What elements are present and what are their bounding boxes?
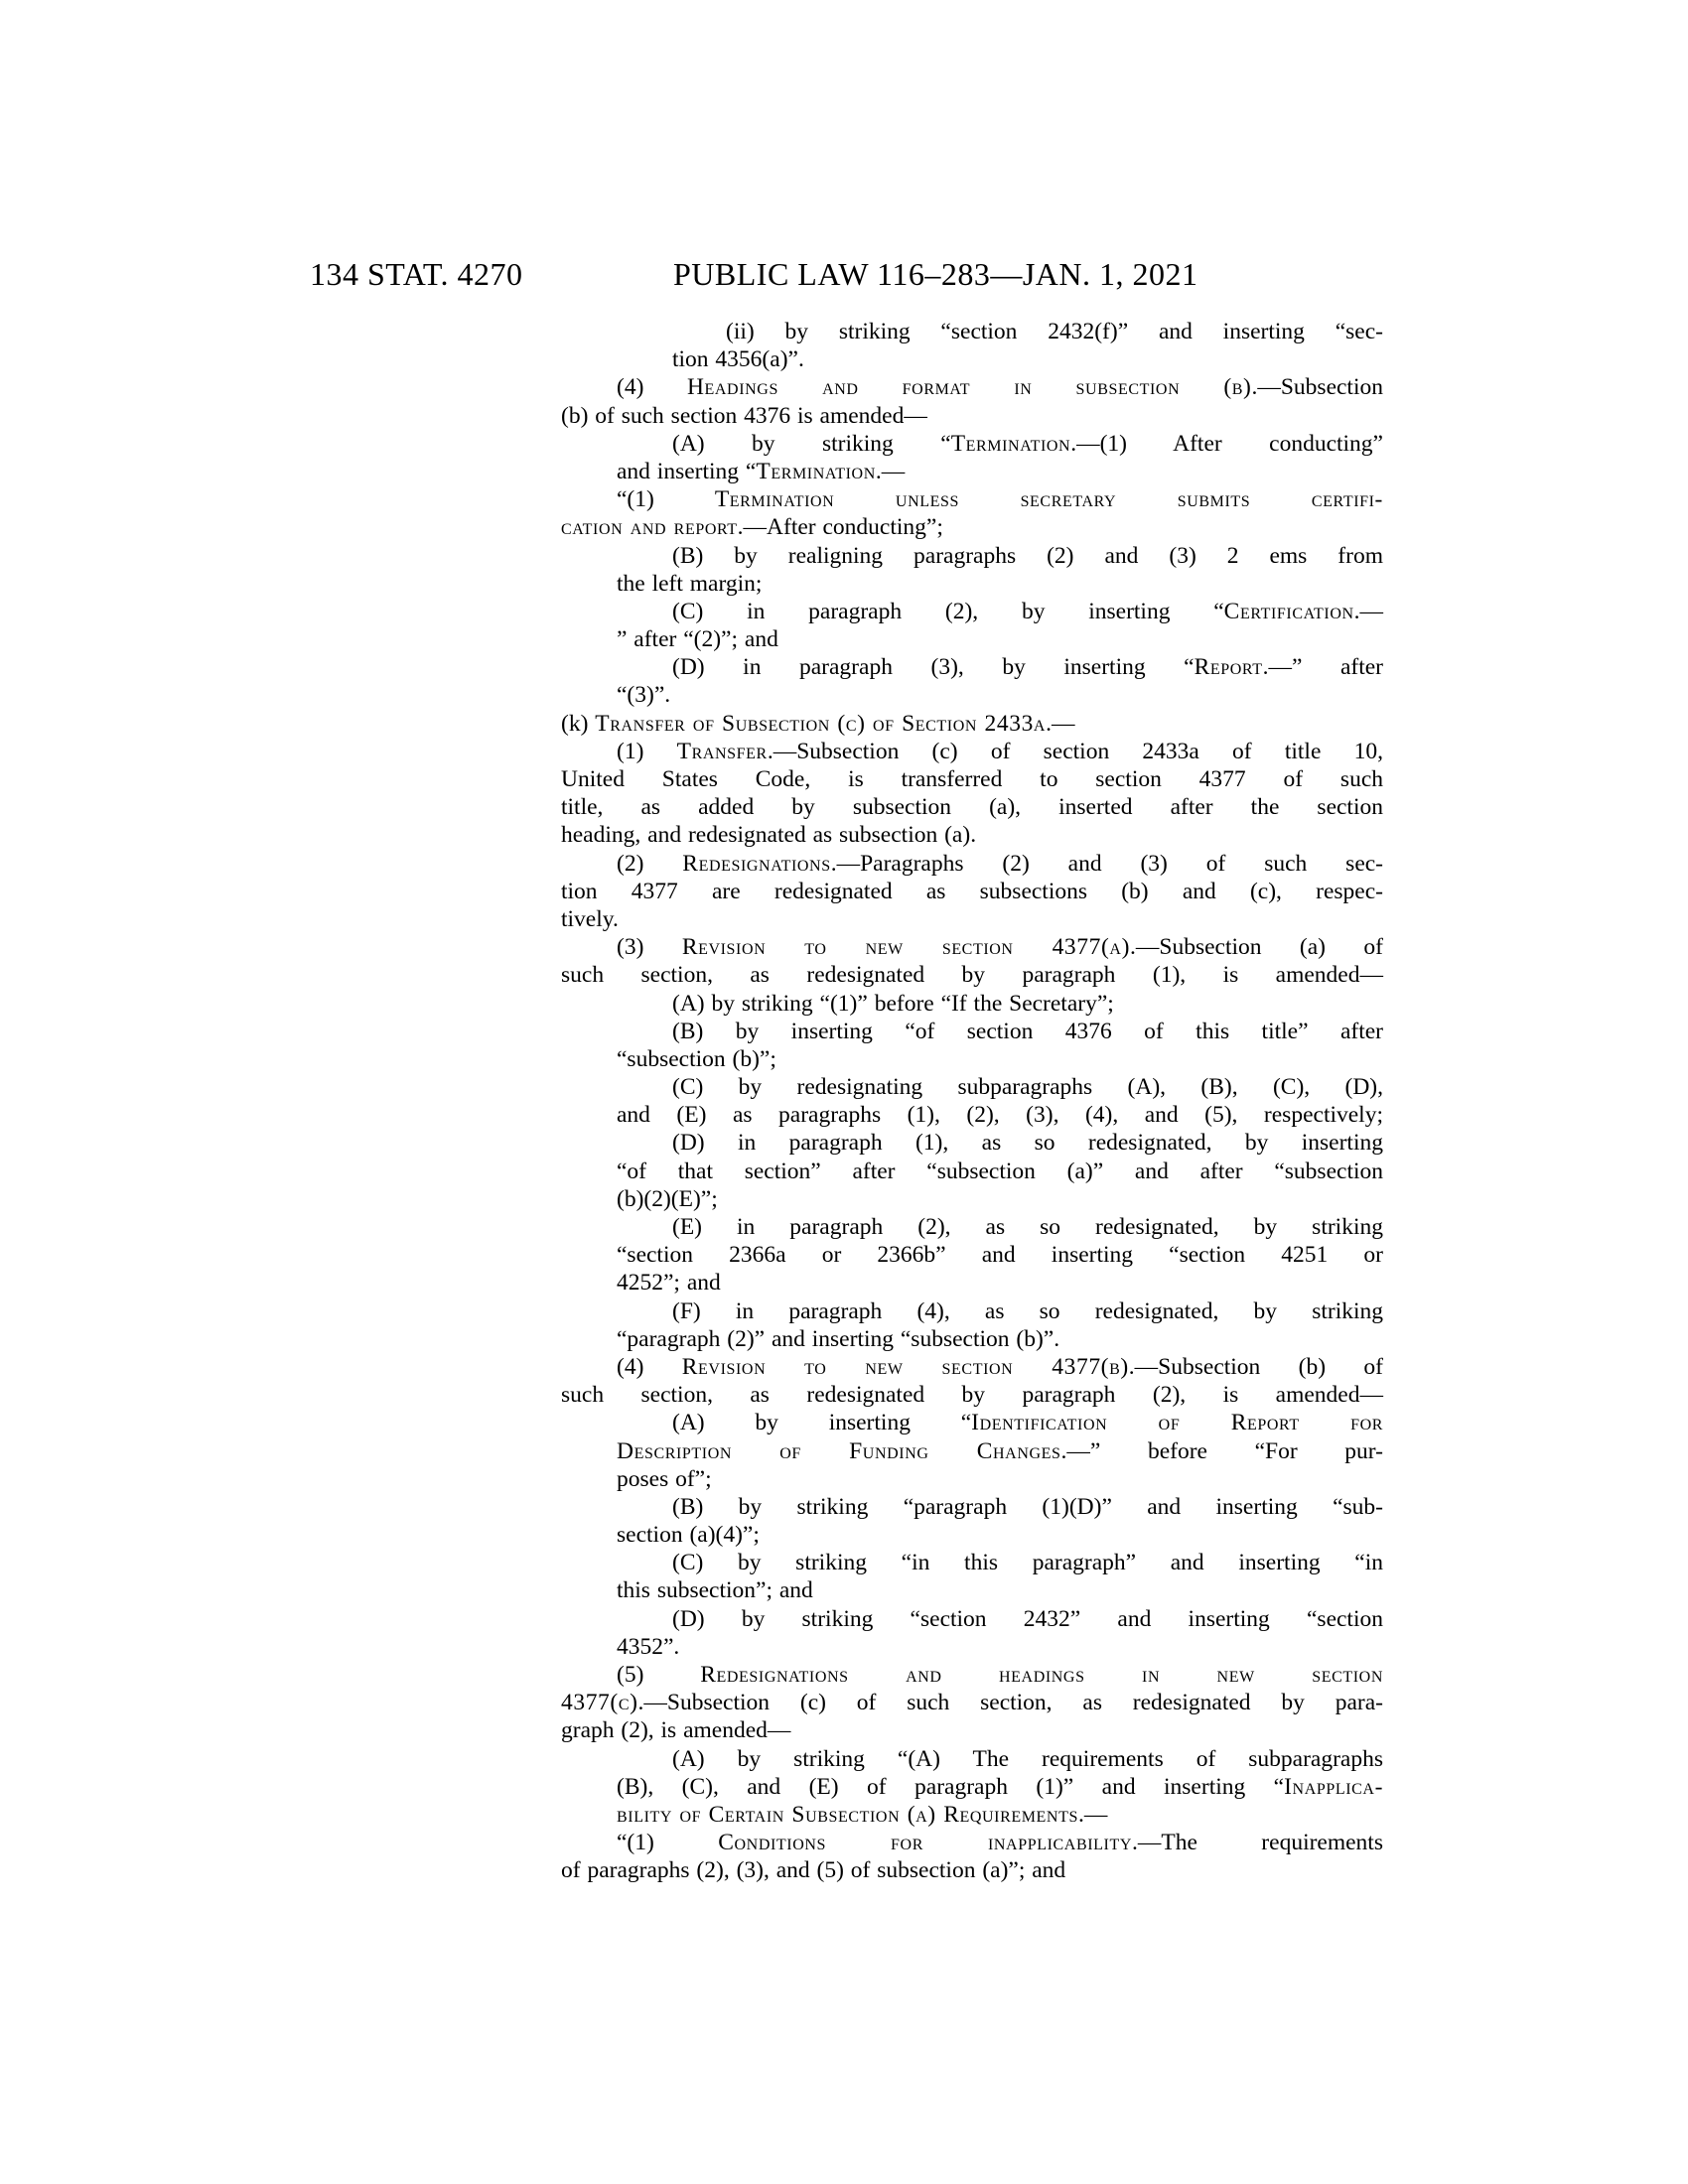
body-text: .—” before “For pur- [1060,1437,1383,1464]
body-text: (b)(2)(E)”; [617,1185,718,1212]
text-line [617,1241,1383,1269]
text-line [672,345,1383,373]
body-text: “section 2366a or 2366b” and inserting “section 4251 or [617,1242,1383,1269]
body-text: .—Subsection (b) of [1128,1353,1383,1380]
small-caps-text: Transfer [676,738,768,764]
body-text: (4) [617,1353,682,1380]
text-line [617,373,1383,401]
body-text: .—Subsection (c) of section 2433a of title 10, [767,738,1383,764]
body-text: graph (2), is amended— [561,1717,791,1744]
body-text: and (E) as paragraphs (1), (2), (3), (4), and (5), respectively; [617,1102,1383,1129]
text-line [561,961,1383,989]
body-text: (5) [617,1662,701,1688]
text-line [617,1661,1383,1689]
body-text: .— [1353,598,1383,624]
body-text: such section, as redesignated by paragraph (1), is amended— [561,962,1383,989]
body-text: this subsection”; and [617,1577,813,1604]
text-line [617,1801,1383,1829]
text-line [672,1129,1383,1157]
text-line [617,1158,1383,1185]
small-caps-text: bility of Certain Subsection (a) Requirements [617,1801,1078,1828]
text-line [617,850,1383,878]
body-text: the left margin; [617,570,763,597]
text-line [672,1297,1383,1325]
body-text: .—Paragraphs (2) and (3) of such sec- [830,850,1384,877]
body-text: (2) [617,850,683,877]
body-text: .—Subsection (c) of such section, as redesignated by para- [637,1690,1383,1716]
text-line [617,1353,1383,1381]
body-text: ” after “(2)”; and [617,626,778,653]
body-text: (C) by redesignating subparagraphs (A), (B), (C), (D), [672,1074,1383,1101]
body-text: .—Subsection [1251,374,1383,401]
body-text: (B), (C), and (E) of paragraph (1)” and inserting “ [617,1773,1285,1800]
body-text: (E) in paragraph (2), as so redesignated, by striking [672,1214,1383,1240]
text-line [561,710,1383,738]
small-caps-text: Termination [756,458,876,484]
text-line [672,598,1383,625]
small-caps-text: Certification [1223,598,1354,624]
text-line [617,458,1383,485]
small-caps-text: 4377(c) [561,1690,638,1716]
body-text: (A) by striking “(A) The requirements of subparagraphs [672,1745,1383,1772]
body-text: tively. [561,905,619,932]
text-line [672,542,1383,570]
text-line [617,570,1383,598]
small-caps-text: Inapplica- [1284,1773,1383,1800]
small-caps-text: Revision to new section 4377(b) [681,1353,1129,1380]
text-line [672,1745,1383,1773]
body-text: “paragraph (2)” and inserting “subsection (b)”. [617,1325,1060,1352]
body-text: heading, and redesignated as subsection (a). [561,822,977,849]
body-text: title, as added by subsection (a), inserted after the section [561,794,1383,821]
text-column [561,318,1383,1885]
body-text: (B) by striking “paragraph (1)(D)” and inserting “sub- [672,1493,1383,1520]
small-caps-text: Headings and format in subsection (b) [686,374,1252,401]
small-caps-text: Revision to new section 4377(a) [681,934,1130,961]
body-text: and inserting “ [617,458,757,484]
text-line [617,1829,1383,1856]
text-line [672,1018,1383,1045]
small-caps-text: Conditions for inapplicability [718,1830,1132,1856]
small-caps-text: Identification of Report for [971,1410,1384,1436]
body-text: .—(1) After conducting” [1070,430,1383,457]
text-line [672,1549,1383,1576]
text-line [561,1689,1383,1716]
text-line [726,318,1383,345]
small-caps-text: Redesignations [682,850,831,877]
text-line [561,1381,1383,1409]
text-line [561,821,1383,849]
body-text: (B) by inserting “of section 4376 of this title” after [672,1018,1383,1044]
body-text: (C) in paragraph (2), by inserting “ [672,598,1224,624]
stat-page-number: 134 STAT. 4270 [310,256,523,292]
text-line [672,430,1383,458]
body-text: poses of”; [617,1465,712,1492]
text-line [617,1465,1383,1493]
text-line [561,513,1383,541]
text-line [672,653,1383,681]
text-line [617,1269,1383,1297]
body-text: tion 4377 are redesignated as subsections (b) and (c), respec- [561,878,1383,904]
small-caps-text: Description of Funding Changes [617,1437,1061,1464]
body-text: (A) by striking “(1)” before “If the Secretary”; [672,990,1114,1017]
body-text: (A) by inserting “ [672,1410,972,1436]
body-text: (b) of such section 4376 is amended— [561,402,927,429]
body-text: (C) by striking “in this paragraph” and inserting “in [672,1550,1383,1576]
text-line [617,1325,1383,1353]
small-caps-text: Redesignations and headings in new section [700,1662,1383,1688]
text-line [617,1101,1383,1129]
text-line [672,1493,1383,1521]
body-text: of paragraphs (2), (3), and (5) of subsection (a)”; and [561,1857,1066,1884]
body-text: (ii) by striking “section 2432(f)” and inserting “sec- [726,319,1383,344]
body-text: .—The requirements [1131,1830,1383,1856]
body-text: .—After conducting”; [737,514,943,541]
text-line [561,765,1383,793]
body-text: .— [1077,1801,1108,1828]
small-caps-text: Report [1194,654,1263,681]
text-line [617,1773,1383,1801]
text-line [672,1409,1383,1436]
body-text: (A) by striking “ [672,430,951,457]
text-line [617,1045,1383,1073]
body-text: (D) by striking “section 2432” and inserting “section [672,1605,1383,1632]
body-text: section (a)(4)”; [617,1522,760,1549]
text-line [617,1437,1383,1465]
body-text: United States Code, is transferred to section 4377 of such [561,766,1383,792]
body-text: (k) [561,710,596,737]
text-line [561,1856,1383,1884]
text-line [561,878,1383,905]
text-line [617,1576,1383,1604]
body-text: (1) [617,738,677,764]
body-text: (D) in paragraph (3), by inserting “ [672,654,1195,681]
text-line [672,1213,1383,1241]
body-text: “subsection (b)”; [617,1045,776,1072]
text-line [617,933,1383,961]
body-text: .— [875,458,906,484]
text-line [617,625,1383,653]
text-line [672,990,1383,1018]
text-line [617,1633,1383,1661]
text-line [672,1605,1383,1633]
body-text: 4352”. [617,1633,680,1660]
text-line [672,1073,1383,1101]
body-text: (D) in paragraph (1), as so redesignated, by inserting [672,1130,1383,1157]
body-text: “of that section” after “subsection (a)” and after “subsection [617,1158,1383,1184]
body-text: such section, as redesignated by paragraph (2), is amended— [561,1382,1383,1409]
text-line [561,905,1383,933]
body-text: 4252”; and [617,1270,721,1297]
body-text: (B) by realigning paragraphs (2) and (3) 2 ems from [672,542,1383,569]
text-line [617,681,1383,709]
body-text: (3) [617,934,682,961]
small-caps-text: cation and report [561,514,738,541]
body-text: (F) in paragraph (4), as so redesignated, by striking [672,1297,1383,1324]
body-text: “(1) [617,1830,719,1856]
text-line [561,402,1383,430]
body-text: .— [1046,710,1075,737]
body-text: (4) [617,374,687,401]
text-line [561,1716,1383,1744]
law-title: PUBLIC LAW 116–283—JAN. 1, 2021 [673,256,1198,292]
text-line [617,738,1383,765]
body-text: .—” after [1262,654,1383,681]
text-line [617,1185,1383,1213]
small-caps-text: Transfer of Subsection (c) of Section 2433a [595,710,1047,737]
body-text: “(3)”. [617,682,671,709]
body-text: tion 4356(a)”. [672,346,804,373]
text-line [617,1521,1383,1549]
text-line [617,485,1383,513]
body-text: .—Subsection (a) of [1130,934,1384,961]
text-line [561,793,1383,821]
small-caps-text: Termination [950,430,1071,457]
body-text: “(1) [617,486,715,513]
small-caps-text: Termination unless secretary submits certifi- [714,486,1383,513]
